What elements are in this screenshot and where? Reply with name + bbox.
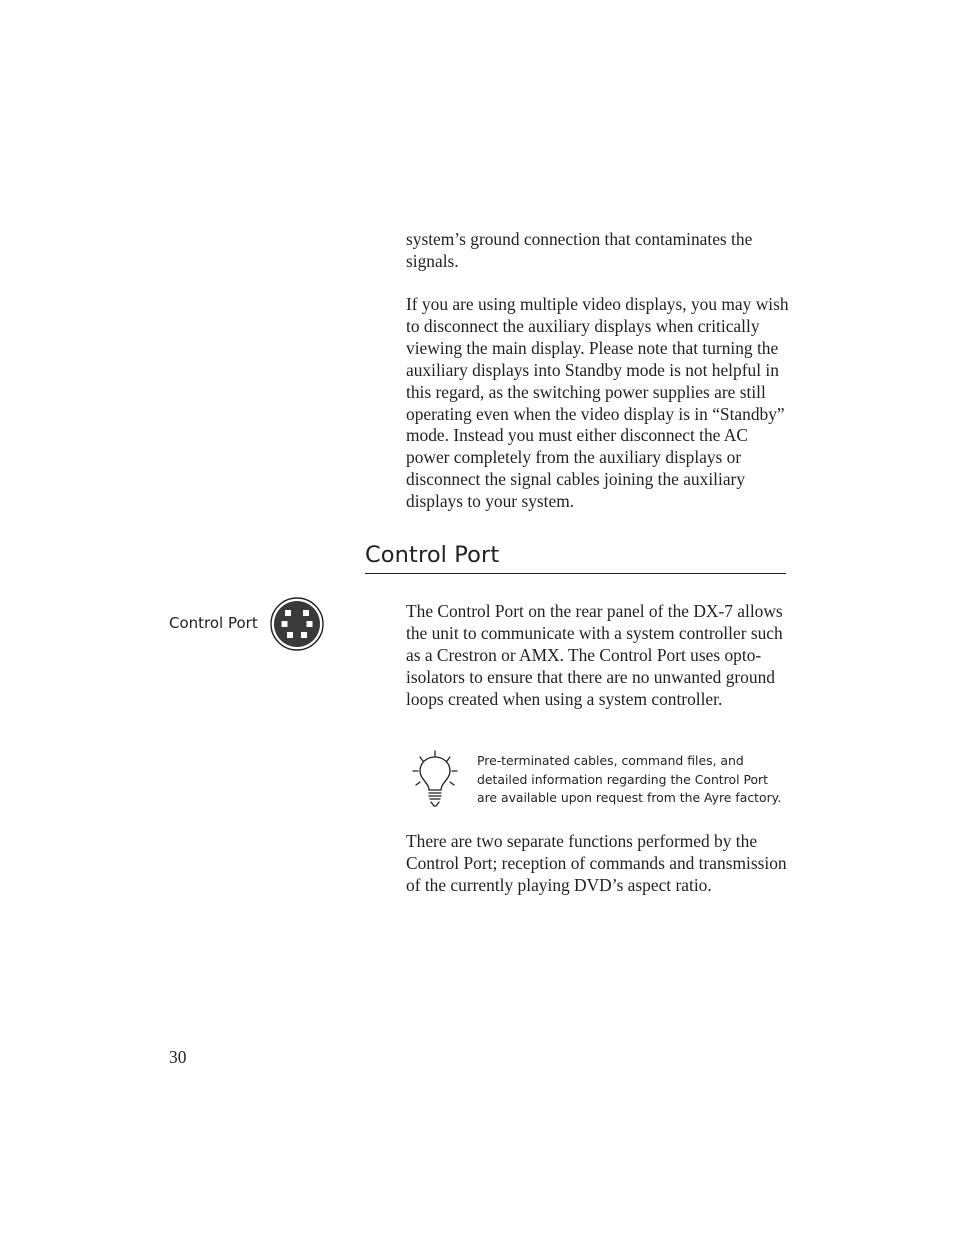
tip-text: Pre-terminated cables, command files, and detailed information regarding the Control Port are available upon request from the Ayre factory. [477,753,782,806]
lightbulb-icon [410,750,460,808]
body-paragraph: The Control Port on the rear panel of the DX-7 allows the unit to communicate with a system controller such as a Crestron or AMX. The Control Port uses opto-isolators to ensure that there are no unwanted ground loops created when using a system controller. [406,601,783,709]
page-number: 30 [169,1047,187,1067]
sidebar-label: Control Port [169,614,258,632]
control-port-connector-icon [270,597,324,651]
body-paragraph: system’s ground connection that contaminates the signals. [406,229,753,271]
body-paragraph: There are two separate functions performed by the Control Port; reception of commands and transmission of the currently playing DVD’s aspect ratio. [406,831,787,895]
heading-underline [365,573,786,574]
section-heading: Control Port [365,542,500,568]
body-paragraph: If you are using multiple video displays, you may wish to disconnect the auxiliary displays when critically viewing the main display. Please note that turning the auxiliary displays into Standby mode is not helpful in this regard, as the switching power supplies are still operating even when the video display is in “Standby” mode. Instead you must either disconnect the AC power completely from the auxiliary displays or disconnect the signal cables joining the auxiliary displays to your system. [406,294,789,512]
